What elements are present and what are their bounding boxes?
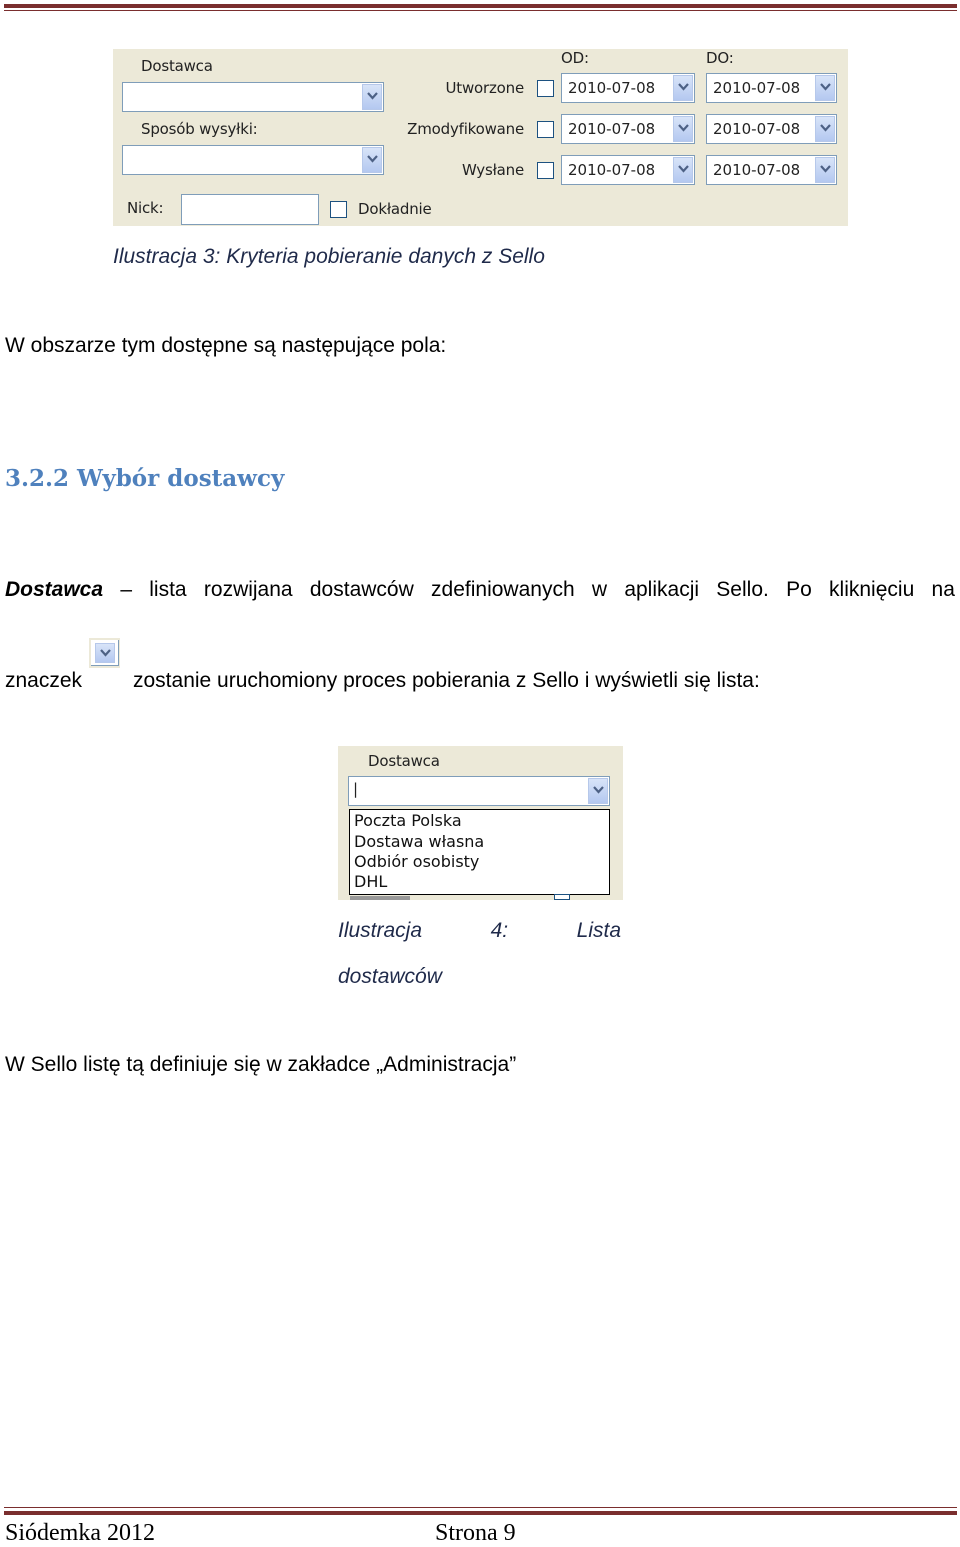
word: Lista — [576, 919, 621, 942]
paragraph-icon-before: znaczek — [5, 669, 83, 692]
nick-label: Nick: — [127, 199, 164, 217]
figure-3-caption: Ilustracja 3: Kryteria pobieranie danych z Sello — [113, 245, 545, 268]
term-dostawca: Dostawca — [5, 578, 104, 601]
list-item[interactable]: DHL — [354, 872, 388, 891]
chevron-down-icon — [820, 83, 831, 92]
chevron-down-icon — [593, 786, 604, 795]
date-dropdown-button[interactable] — [815, 157, 835, 183]
shipping-label: Sposób wysyłki: — [141, 120, 258, 138]
exact-label: Dokładnie — [358, 200, 432, 218]
supplier-label: Dostawca — [141, 57, 213, 75]
word: 4: — [490, 919, 509, 942]
chevron-down-icon — [678, 124, 689, 133]
footer-rule-thick — [4, 1511, 957, 1515]
shipping-dropdown-button[interactable] — [362, 147, 382, 173]
date-value: 2010-07-08 — [568, 120, 656, 138]
date-value: 2010-07-08 — [568, 161, 656, 179]
word: na — [931, 578, 955, 601]
chevron-down-icon — [367, 155, 378, 164]
inline-dropdown-icon-box — [89, 638, 120, 668]
chevron-down-icon — [820, 124, 831, 133]
date-value: 2010-07-08 — [713, 161, 801, 179]
paragraph-icon-after: zostanie uruchomiony proces pobierania z Sello i wyświetli się lista: — [133, 669, 760, 692]
to-label: DO: — [706, 49, 734, 67]
header-rule-thick — [4, 4, 957, 8]
date-value: 2010-07-08 — [713, 79, 801, 97]
date-dropdown-button[interactable] — [673, 116, 693, 142]
word: dostawców — [309, 578, 414, 601]
word: rozwijana — [203, 578, 293, 601]
sent-checkbox[interactable] — [537, 162, 554, 179]
supplier-dropdown-button[interactable] — [362, 84, 382, 110]
word: lista — [149, 578, 187, 601]
word: zdefiniowanych — [431, 578, 575, 601]
supplier-label: Dostawca — [368, 752, 440, 770]
footer-rule-thin — [4, 1507, 957, 1508]
admin-paragraph: W Sello listę tą definiuje się w zakładce „Administracja” — [5, 1053, 517, 1076]
chevron-down-icon — [678, 83, 689, 92]
section-heading: 3.2.2 Wybór dostawcy — [5, 465, 285, 492]
modified-from-date[interactable] — [561, 114, 695, 144]
supplier-dropdown-button[interactable] — [588, 778, 608, 804]
footer-page-number: Strona 9 — [435, 1520, 516, 1546]
supplier-combo-open[interactable] — [348, 776, 610, 806]
date-value: 2010-07-08 — [568, 79, 656, 97]
word: Sello. — [716, 578, 769, 601]
date-dropdown-button[interactable] — [815, 116, 835, 142]
word: kliknięciu — [829, 578, 915, 601]
cut-off-row — [350, 896, 410, 900]
date-dropdown-button[interactable] — [673, 157, 693, 183]
chevron-down-icon — [820, 165, 831, 174]
modified-checkbox[interactable] — [537, 121, 554, 138]
list-item[interactable]: Dostawa własna — [354, 832, 485, 851]
list-item[interactable]: Odbiór osobisty — [354, 852, 480, 871]
cut-off-checkbox — [554, 894, 570, 900]
intro-paragraph: W obszarze tym dostępne są następujące pola: — [5, 334, 447, 357]
date-value: 2010-07-08 — [713, 120, 801, 138]
chevron-down-icon — [100, 649, 111, 658]
header-rule-thin — [4, 10, 957, 11]
figure-4-caption-line1 — [338, 919, 621, 943]
supplier-combo[interactable] — [122, 82, 384, 112]
paragraph-dostawca — [5, 578, 955, 602]
word: Ilustracja — [338, 919, 423, 942]
shipping-combo[interactable] — [122, 145, 384, 175]
created-from-date[interactable] — [561, 73, 695, 103]
figure-4-caption-line2: dostawców — [338, 965, 442, 988]
supplier-input-cursor: | — [353, 780, 359, 798]
date-dropdown-button[interactable] — [673, 75, 693, 101]
sent-label: Wysłane — [461, 161, 524, 179]
from-label: OD: — [561, 49, 589, 67]
nick-input[interactable] — [181, 194, 319, 225]
created-label: Utworzone — [445, 79, 524, 97]
footer-left: Siódemka 2012 — [5, 1520, 155, 1546]
modified-label: Zmodyfikowane — [407, 120, 524, 138]
sent-to-date[interactable] — [706, 155, 837, 185]
word: w — [591, 578, 608, 601]
figure-3-screenshot — [113, 49, 848, 226]
modified-to-date[interactable] — [706, 114, 837, 144]
word: – — [120, 578, 132, 601]
created-checkbox[interactable] — [537, 80, 554, 97]
supplier-listbox — [349, 809, 610, 895]
exact-checkbox[interactable] — [330, 201, 347, 218]
word: Po — [786, 578, 812, 601]
chevron-down-icon — [678, 165, 689, 174]
date-dropdown-button[interactable] — [815, 75, 835, 101]
sent-from-date[interactable] — [561, 155, 695, 185]
word: aplikacji — [624, 578, 700, 601]
list-item[interactable]: Poczta Polska — [354, 811, 462, 830]
chevron-down-icon — [367, 92, 378, 101]
figure-4-screenshot — [338, 746, 623, 900]
created-to-date[interactable] — [706, 73, 837, 103]
